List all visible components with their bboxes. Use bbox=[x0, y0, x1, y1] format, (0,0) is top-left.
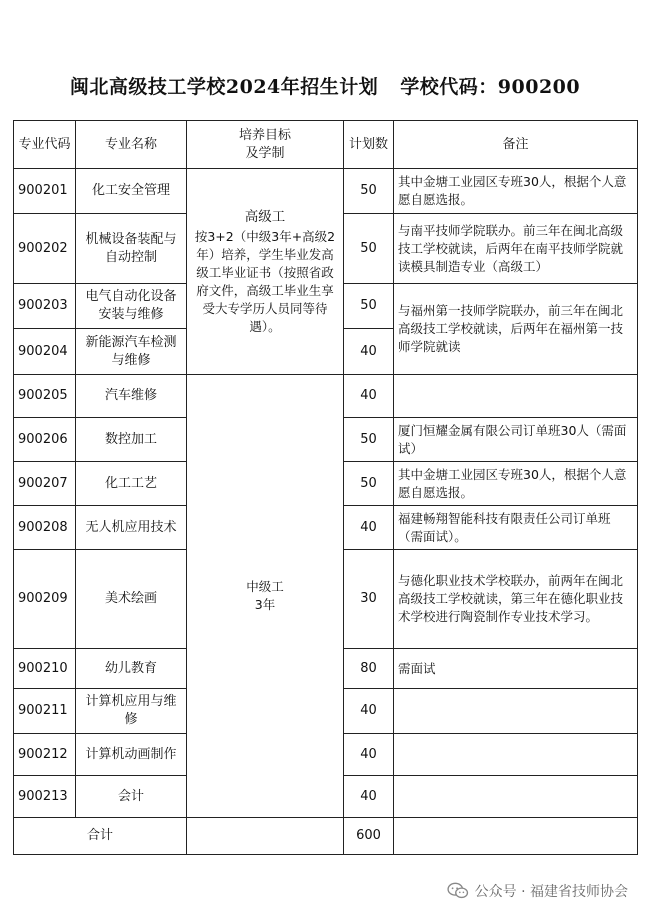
total-note-empty bbox=[394, 818, 638, 855]
table-header-row bbox=[14, 121, 638, 169]
school-code: 学校代码：900200 bbox=[400, 76, 581, 98]
row-plan: 50 bbox=[344, 169, 394, 214]
row-name: 会计 bbox=[76, 776, 187, 818]
row-note: 与德化职业技术学校联办，前两年在闽北高级技工学校就读，第三年在德化职业技术学校进行陶瓷制作专业技术学习。 bbox=[394, 550, 638, 649]
row-code: 900207 bbox=[14, 462, 76, 506]
row-name: 无人机应用技术 bbox=[76, 506, 187, 550]
row-plan: 40 bbox=[344, 776, 394, 818]
row-note bbox=[394, 689, 638, 734]
header-goal-line1: 培养目标 bbox=[238, 127, 291, 143]
row-note: 福建畅翔智能科技有限责任公司订单班（需面试）。 bbox=[394, 506, 638, 550]
goal-advanced-cell bbox=[187, 169, 344, 375]
row-plan: 40 bbox=[344, 375, 394, 418]
enrollment-plan-table bbox=[13, 120, 638, 855]
row-note: 其中金塘工业园区专班30人，根据个人意愿自愿选报。 bbox=[394, 169, 638, 214]
wechat-footer bbox=[447, 881, 628, 901]
row-name: 机械设备装配与自动控制 bbox=[76, 214, 187, 284]
row-note: 厦门恒耀金属有限公司订单班30人（需面试） bbox=[394, 418, 638, 462]
goal-advanced-text: 按3+2（中级3年+高级2年）培养，学生毕业发高级工毕业证书（按照省政府文件，高级工毕业生享受大专学历人员同等待遇）。 bbox=[194, 228, 336, 334]
row-code: 900204 bbox=[14, 329, 76, 375]
row-note-shared: 与福州第一技师学院联办，前三年在闽北高级技工学校就读，后两年在福州第一技师学院就读 bbox=[394, 284, 638, 375]
row-note bbox=[394, 375, 638, 418]
document-title: 闽北高级技工学校2024年招生计划 bbox=[69, 76, 379, 98]
row-code: 900201 bbox=[14, 169, 76, 214]
row-plan: 50 bbox=[344, 284, 394, 329]
footer-text: 公众号 · 福建省技师协会 bbox=[474, 884, 628, 900]
goal-middle-cell bbox=[187, 375, 344, 818]
row-name: 美术绘画 bbox=[76, 550, 187, 649]
header-name: 专业名称 bbox=[76, 121, 187, 169]
row-plan: 40 bbox=[344, 506, 394, 550]
row-code: 900212 bbox=[14, 734, 76, 776]
row-plan: 40 bbox=[344, 734, 394, 776]
row-note bbox=[394, 734, 638, 776]
header-plan: 计划数 bbox=[344, 121, 394, 169]
goal-advanced-title: 高级工 bbox=[244, 208, 286, 225]
header-note: 备注 bbox=[394, 121, 638, 169]
row-plan: 40 bbox=[344, 329, 394, 375]
row-code: 900209 bbox=[14, 550, 76, 649]
header-goal bbox=[187, 121, 344, 169]
row-name: 电气自动化设备安装与维修 bbox=[76, 284, 187, 329]
header-code: 专业代码 bbox=[14, 121, 76, 169]
row-note bbox=[394, 776, 638, 818]
page-title bbox=[0, 72, 650, 99]
row-note: 需面试 bbox=[394, 649, 638, 689]
table-row bbox=[14, 375, 638, 418]
row-code: 900206 bbox=[14, 418, 76, 462]
row-code: 900213 bbox=[14, 776, 76, 818]
total-row bbox=[14, 818, 638, 855]
total-value: 600 bbox=[344, 818, 394, 855]
row-code: 900202 bbox=[14, 214, 76, 284]
row-code: 900205 bbox=[14, 375, 76, 418]
row-plan: 40 bbox=[344, 689, 394, 734]
row-plan: 80 bbox=[344, 649, 394, 689]
row-code: 900208 bbox=[14, 506, 76, 550]
row-plan: 30 bbox=[344, 550, 394, 649]
row-name: 化工工艺 bbox=[76, 462, 187, 506]
row-note: 与南平技师学院联办。前三年在闽北高级技工学校就读，后两年在南平技师学院就读模具制造专业（高级工） bbox=[394, 214, 638, 284]
total-goal-empty bbox=[187, 818, 344, 855]
wechat-icon bbox=[447, 882, 469, 900]
row-name: 汽车维修 bbox=[76, 375, 187, 418]
row-note: 其中金塘工业园区专班30人，根据个人意愿自愿选报。 bbox=[394, 462, 638, 506]
row-name: 新能源汽车检测与维修 bbox=[76, 329, 187, 375]
row-plan: 50 bbox=[344, 462, 394, 506]
row-code: 900210 bbox=[14, 649, 76, 689]
row-name: 数控加工 bbox=[76, 418, 187, 462]
row-name: 幼儿教育 bbox=[76, 649, 187, 689]
table-row bbox=[14, 169, 638, 214]
header-goal-line2: 及学制 bbox=[245, 145, 285, 161]
row-plan: 50 bbox=[344, 418, 394, 462]
row-code: 900203 bbox=[14, 284, 76, 329]
row-name: 化工安全管理 bbox=[76, 169, 187, 214]
row-code: 900211 bbox=[14, 689, 76, 734]
row-name: 计算机应用与维修 bbox=[76, 689, 187, 734]
row-plan: 50 bbox=[344, 214, 394, 284]
goal-middle-title: 中级工 bbox=[246, 579, 284, 594]
goal-middle-years: 3年 bbox=[254, 597, 276, 612]
total-label: 合计 bbox=[14, 818, 187, 855]
row-name: 计算机动画制作 bbox=[76, 734, 187, 776]
